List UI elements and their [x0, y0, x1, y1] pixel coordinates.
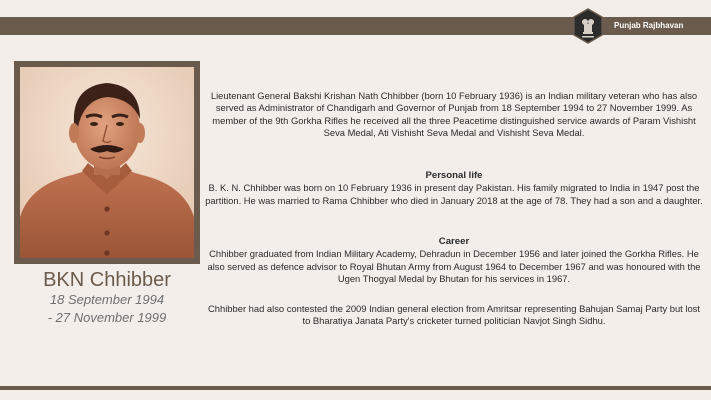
person-name: BKN Chhibber — [43, 269, 171, 291]
header-bar — [0, 17, 711, 35]
bio-intro-text: Lieutenant General Bakshi Krishan Nath Chhibber (born 10 February 1936) is an Indian military veteran who has also served as Administrator of Chandigarh and Governor of Punjab from 18 September 1994 to 27 November 1999. As member of the 9th Gorkha Rifles he received all the three Peacetime distinguished service awards of Param Vishisht Seva Medal, Ati Vishisht Seva Medal and Vishisht Seva Medal. — [210, 90, 698, 139]
brand-label[interactable]: Punjab Rajbhavan — [614, 21, 684, 30]
footer-bar — [0, 386, 711, 390]
portrait-frame — [14, 61, 200, 264]
bio-career-section — [204, 236, 704, 286]
bio-personal-section — [204, 170, 704, 207]
bio-election-section — [204, 303, 704, 328]
career-heading: Career — [438, 236, 470, 247]
term-start-date: 18 September 1994 — [49, 292, 165, 307]
career-text: Chhibber graduated from Indian Military Academy, Dehradun in December 1956 and later joined the Gorkha Rifles. He also served as defence advisor to Royal Bhutan Army from August 1964 to December 1967 and was honoured with the Ugen Thogyal Medal by Bhutan for his services in 1967. — [207, 248, 701, 285]
state-emblem-icon[interactable] — [572, 8, 604, 44]
personal-life-text: B. K. N. Chhibber was born on 10 February 1936 in present day Pakistan. His family migrated to India in 1947 post the partition. He was married to Rama Chhibber who died in January 2018 at the age of 78. They had a son and a daughter. — [205, 182, 703, 206]
personal-life-heading: Personal life — [425, 170, 483, 181]
bio-intro — [204, 90, 704, 140]
term-end-date: - 27 November 1999 — [47, 310, 167, 325]
election-text: Chhibber had also contested the 2009 Indian general election from Amritsar representing Bahujan Samaj Party but lost to Bharatiya Janata Party's cricketer turned politician Navjot Singh Sidhu. — [208, 303, 700, 327]
portrait-photo — [20, 67, 194, 258]
